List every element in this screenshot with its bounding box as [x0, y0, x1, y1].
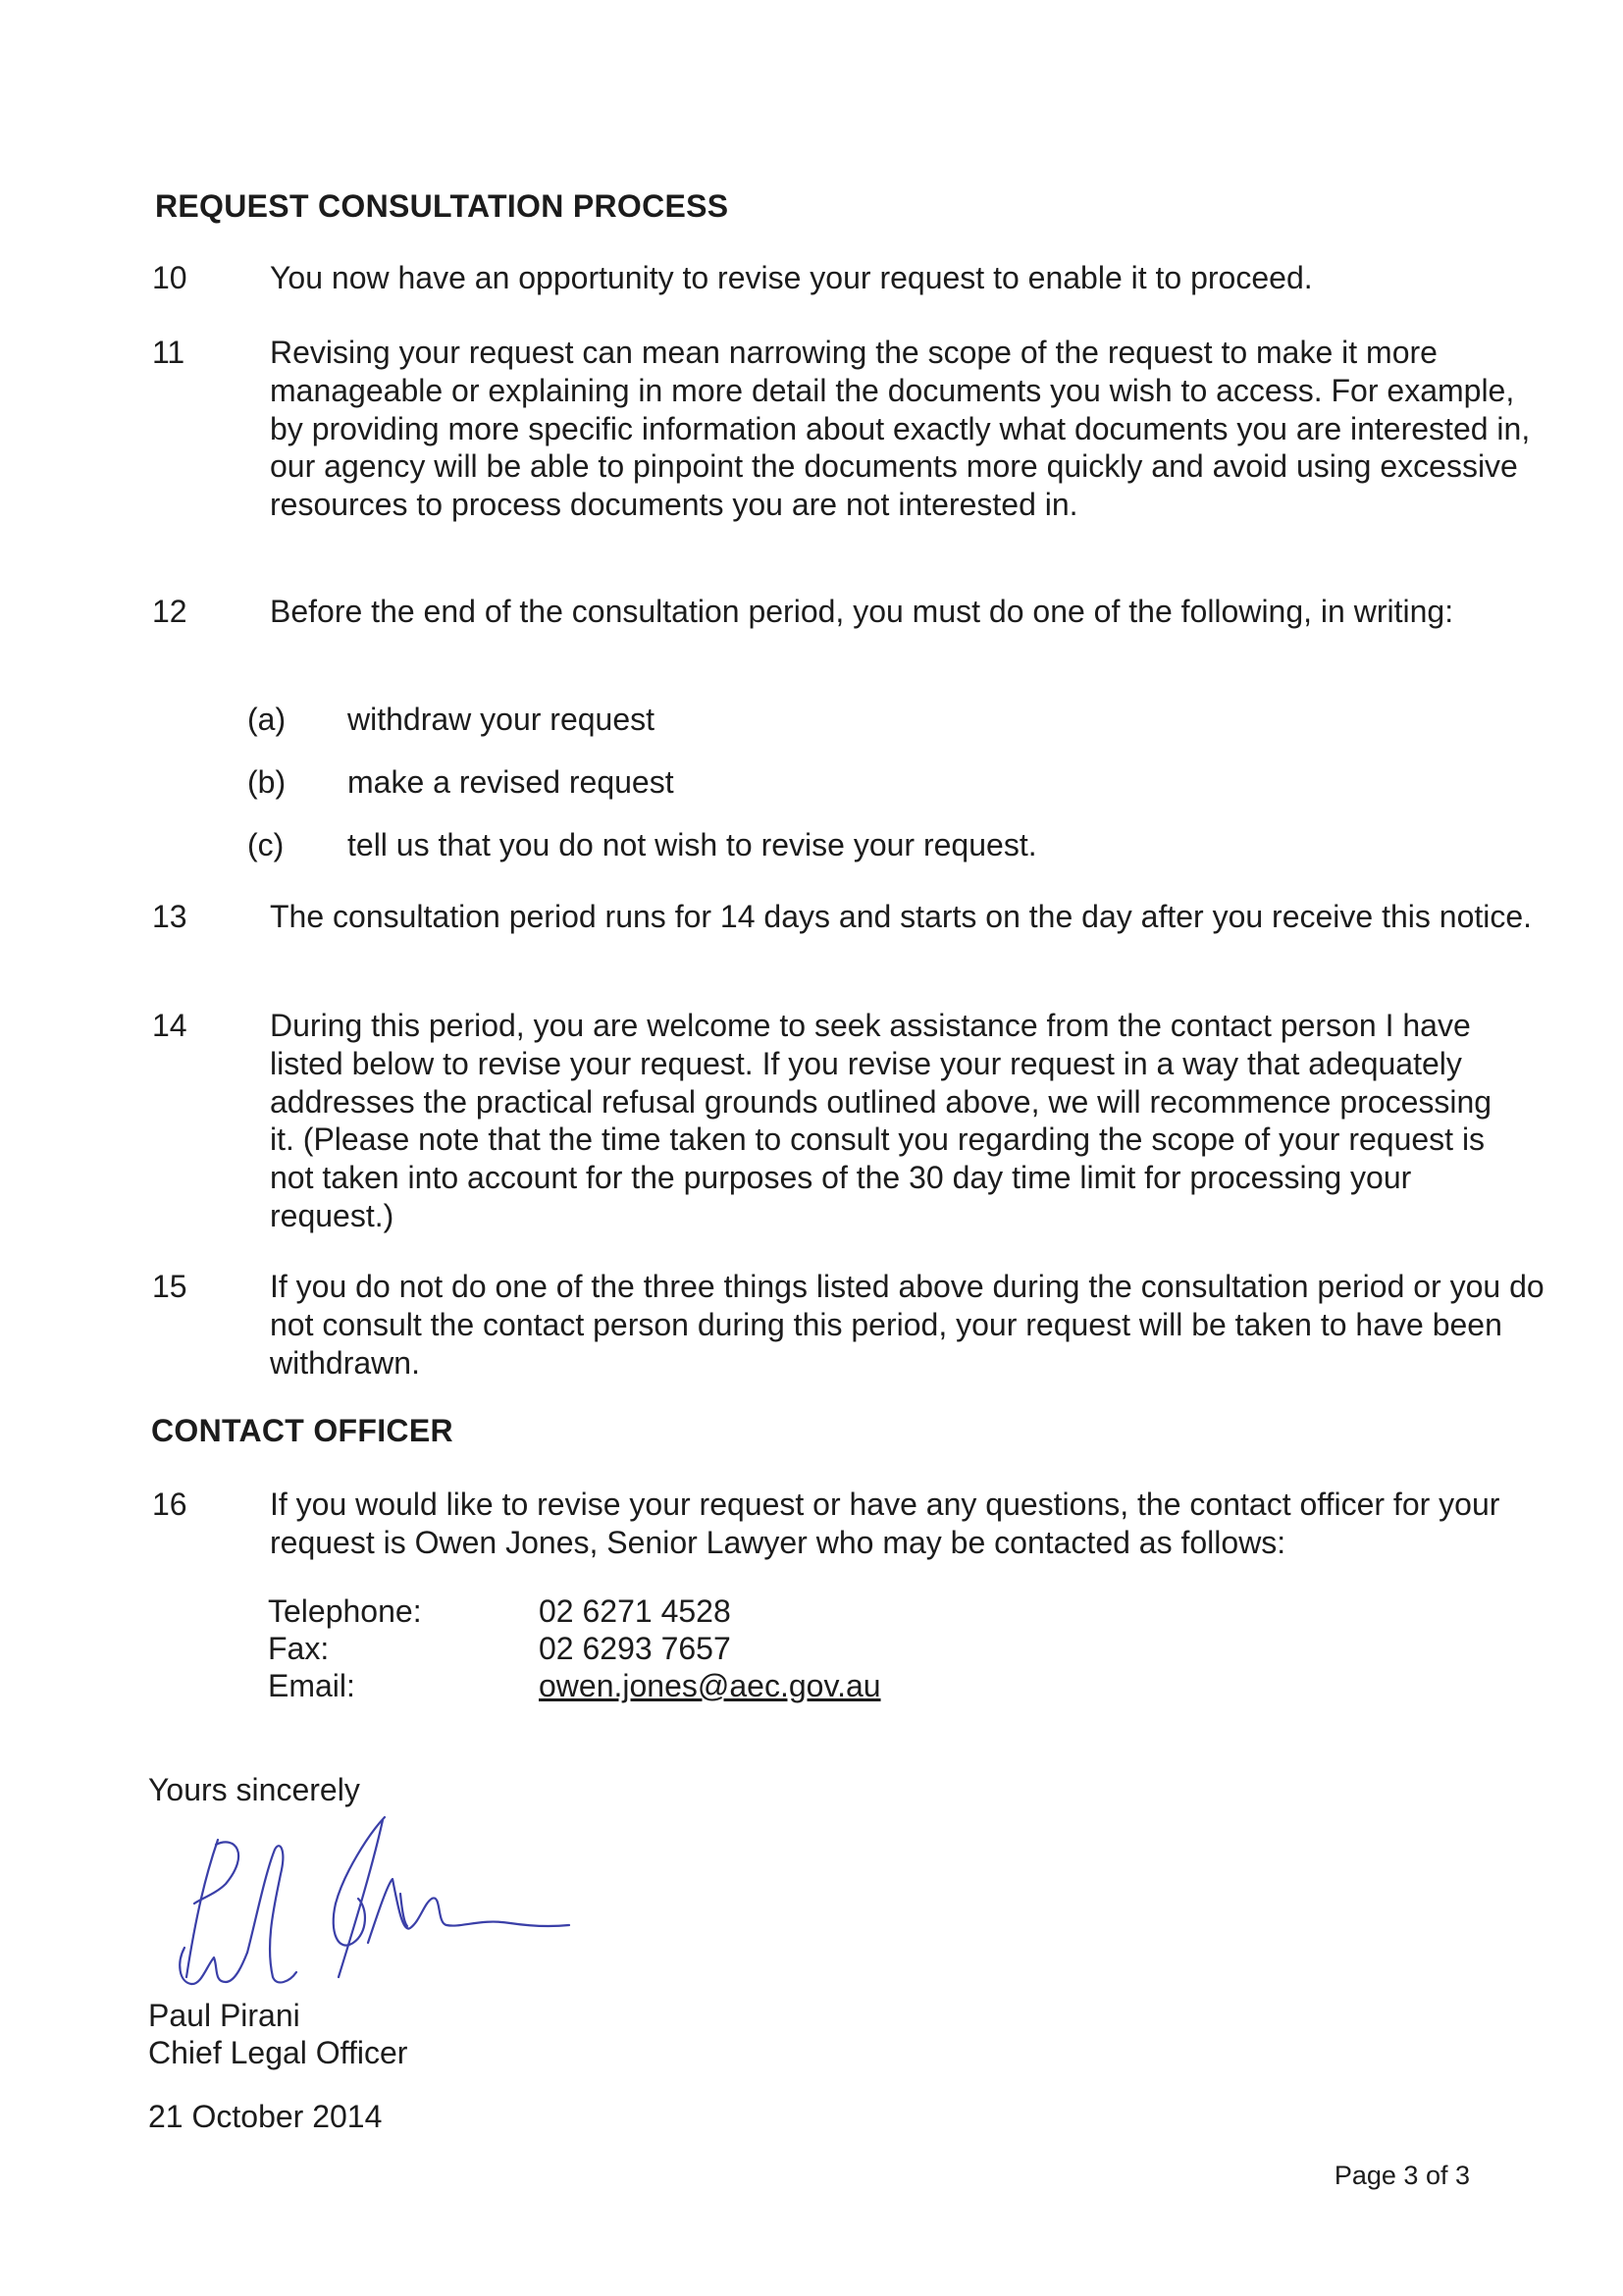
- option-text: tell us that you do not wish to revise your request.: [347, 827, 1037, 862]
- paragraph-text: During this period, you are welcome to seek assistance from the contact person I have listed below to revise your request. If you revise your request in a way that adequately addresses the practical refusal grounds outlined above, we will recommence processing it. (Please note that the time taken to consult you regarding the scope of your request is not taken into account for the purposes of the 30 day time limit for processing your request.): [270, 1008, 1492, 1233]
- email-label: Email:: [268, 1668, 355, 1703]
- paragraph-number: 16: [152, 1487, 187, 1522]
- paragraph-text: The consultation period runs for 14 days and starts on the day after you receive this notice.: [270, 899, 1533, 934]
- signatory-title: Chief Legal Officer: [148, 2035, 408, 2070]
- paragraph-number: 10: [152, 260, 187, 295]
- email-link[interactable]: owen.jones@aec.gov.au: [539, 1668, 881, 1703]
- telephone-value: 02 6271 4528: [539, 1593, 731, 1629]
- paragraph-text: Before the end of the consultation period, you must do one of the following, in writing:: [270, 594, 1454, 629]
- option-letter: (b): [247, 764, 287, 800]
- paragraph-number: 11: [152, 335, 185, 370]
- paragraph-number: 13: [152, 899, 187, 934]
- option-text: withdraw your request: [347, 702, 655, 737]
- salutation: Yours sincerely: [148, 1772, 360, 1807]
- paragraph-text: You now have an opportunity to revise your request to enable it to proceed.: [270, 260, 1313, 295]
- paragraph-number: 12: [152, 594, 187, 629]
- option-letter: (a): [247, 702, 287, 737]
- paragraph-text: If you would like to revise your request or have any questions, the contact officer for your request is Owen Jones, Senior Lawyer who may be contacted as follows:: [270, 1487, 1500, 1560]
- page-number: Page 3 of 3: [1334, 2161, 1470, 2190]
- letter-date: 21 October 2014: [148, 2099, 383, 2134]
- fax-value: 02 6293 7657: [539, 1631, 731, 1666]
- paragraph-text: If you do not do one of the three things listed above during the consultation period or you do not consult the contact person during this period, your request will be taken to have been withdrawn.: [270, 1269, 1544, 1381]
- paragraph-text: Revising your request can mean narrowing the scope of the request to make it more manageable or explaining in more detail the documents you wish to access. For example, by providing more specific information about exactly what documents you are interested in, our agency will be able to pinpoint the documents more quickly and avoid using excessive resources to process documents you are not interested in.: [270, 335, 1531, 523]
- telephone-label: Telephone:: [268, 1593, 422, 1629]
- section-heading-contact: CONTACT OFFICER: [151, 1413, 453, 1448]
- fax-label: Fax:: [268, 1631, 330, 1666]
- paragraph-number: 15: [152, 1269, 187, 1304]
- signature-image: [157, 1796, 608, 1992]
- signatory-name: Paul Pirani: [148, 1998, 300, 2033]
- paragraph-number: 14: [152, 1008, 187, 1043]
- option-text: make a revised request: [347, 764, 674, 800]
- section-heading-consultation: REQUEST CONSULTATION PROCESS: [155, 188, 729, 224]
- option-letter: (c): [247, 827, 285, 862]
